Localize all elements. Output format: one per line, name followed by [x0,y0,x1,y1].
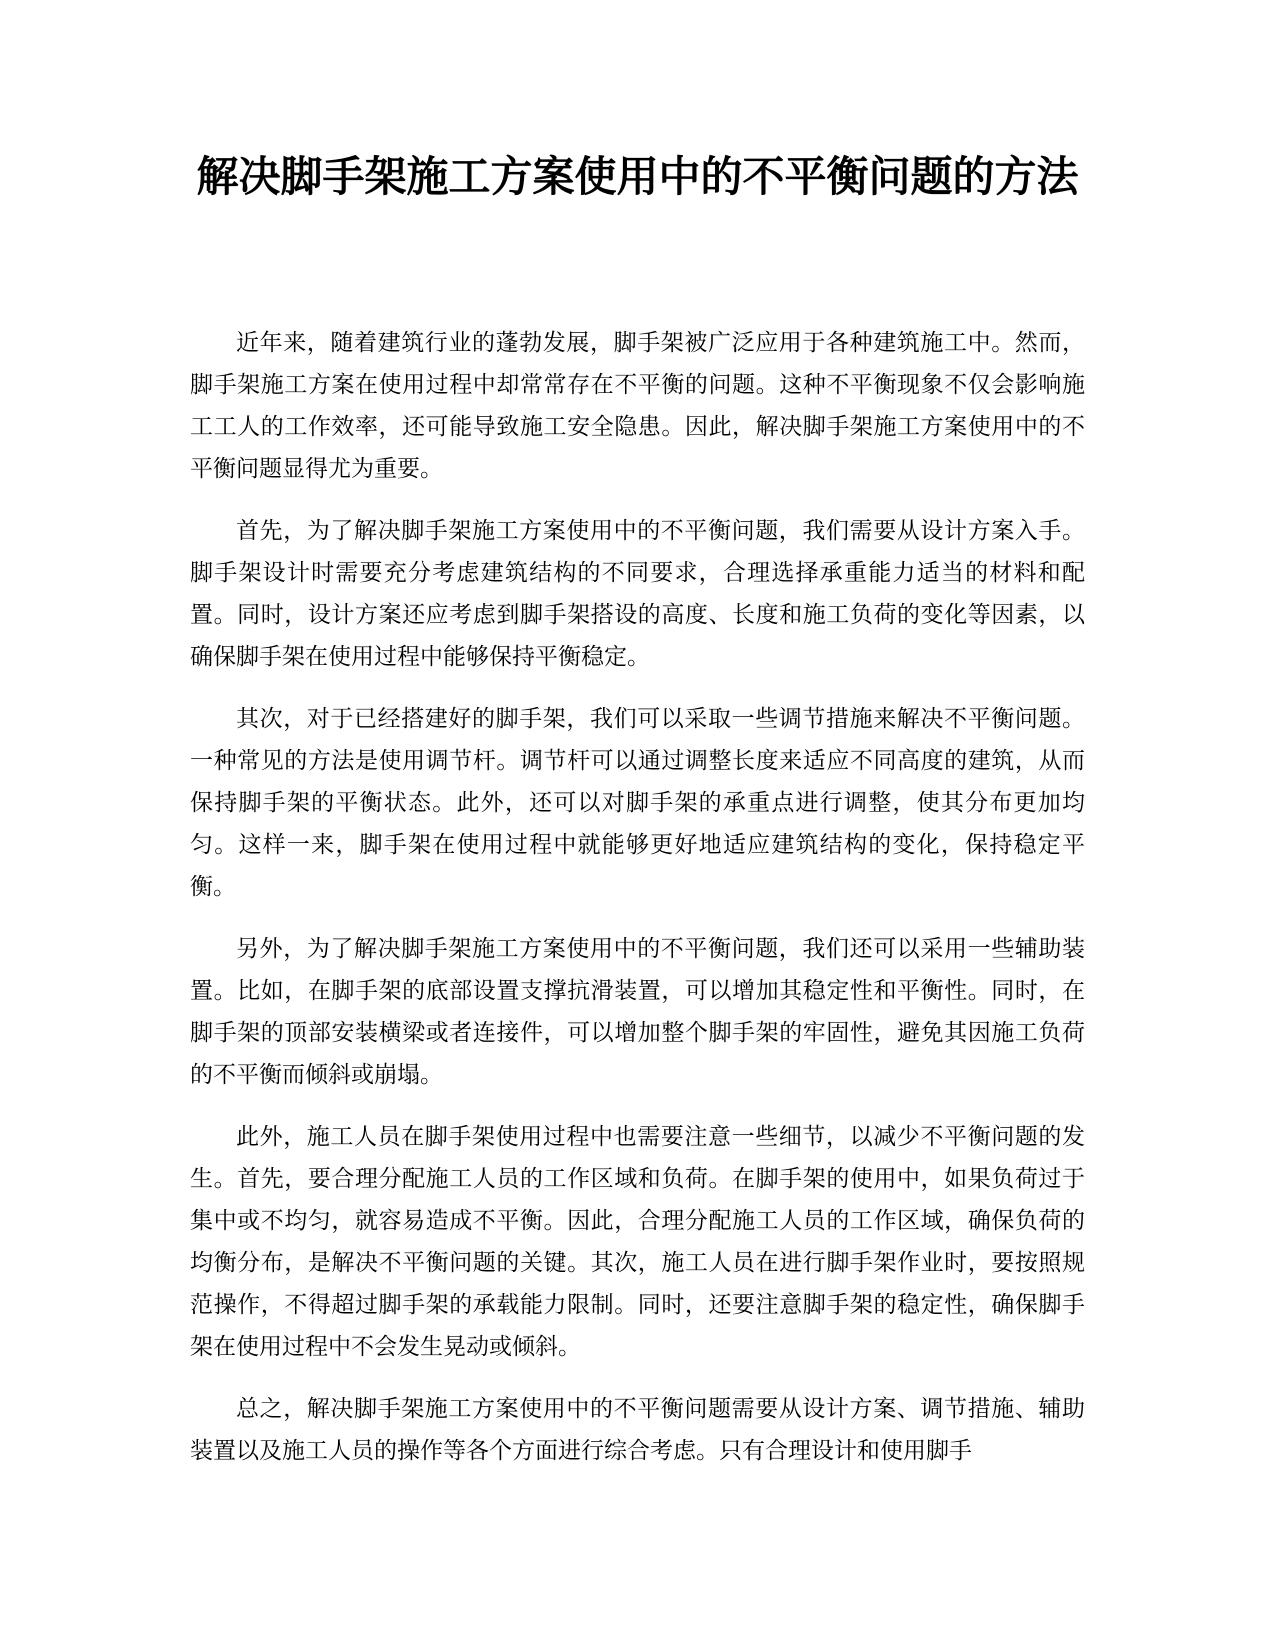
paragraph-2: 首先，为了解决脚手架施工方案使用中的不平衡问题，我们需要从设计方案入手。脚手架设计时需要充分考虑建筑结构的不同要求，合理选择承重能力适当的材料和配置。同时，设计方案还应考虑到脚手架搭设的高度、长度和施工负荷的变化等因素，以确保脚手架在使用过程中能够保持平衡稳定。 [190,518,1085,670]
paragraph-4: 另外，为了解决脚手架施工方案使用中的不平衡问题，我们还可以采用一些辅助装置。比如，在脚手架的底部设置支撑抗滑装置，可以增加其稳定性和平衡性。同时，在脚手架的顶部安装横梁或者连接件，可以增加整个脚手架的牢固性，避免其因施工负荷的不平衡而倾斜或崩塌。 [190,936,1085,1088]
paragraph-3: 其次，对于已经搭建好的脚手架，我们可以采取一些调节措施来解决不平衡问题。一种常见的方法是使用调节杆。调节杆可以通过调整长度来适应不同高度的建筑，从而保持脚手架的平衡状态。此外，还可以对脚手架的承重点进行调整，使其分布更加均匀。这样一来，脚手架在使用过程中就能够更好地适应建筑结构的变化，保持稳定平衡。 [190,706,1085,900]
document-title: 解决脚手架施工方案使用中的不平衡问题的方法 [196,152,1079,201]
paragraph-5: 此外，施工人员在脚手架使用过程中也需要注意一些细节，以减少不平衡问题的发生。首先，要合理分配施工人员的工作区域和负荷。在脚手架的使用中，如果负荷过于集中或不均匀，就容易造成不平衡。因此，合理分配施工人员的工作区域，确保负荷的均衡分布，是解决不平衡问题的关键。其次，施工人员在进行脚手架作业时，要按照规范操作，不得超过脚手架的承载能力限制。同时，还要注意脚手架的稳定性，确保脚手架在使用过程中不会发生晃动或倾斜。 [190,1124,1085,1360]
paragraph-6: 总之，解决脚手架施工方案使用中的不平衡问题需要从设计方案、调节措施、辅助装置以及施工人员的操作等各个方面进行综合考虑。只有合理设计和使用脚手 [190,1396,1085,1464]
document-body [190,322,1085,1492]
paragraph-1: 近年来，随着建筑行业的蓬勃发展，脚手架被广泛应用于各种建筑施工中。然而，脚手架施工方案在使用过程中却常常存在不平衡的问题。这种不平衡现象不仅会影响施工工人的工作效率，还可能导致施工安全隐患。因此，解决脚手架施工方案使用中的不平衡问题显得尤为重要。 [190,330,1085,482]
